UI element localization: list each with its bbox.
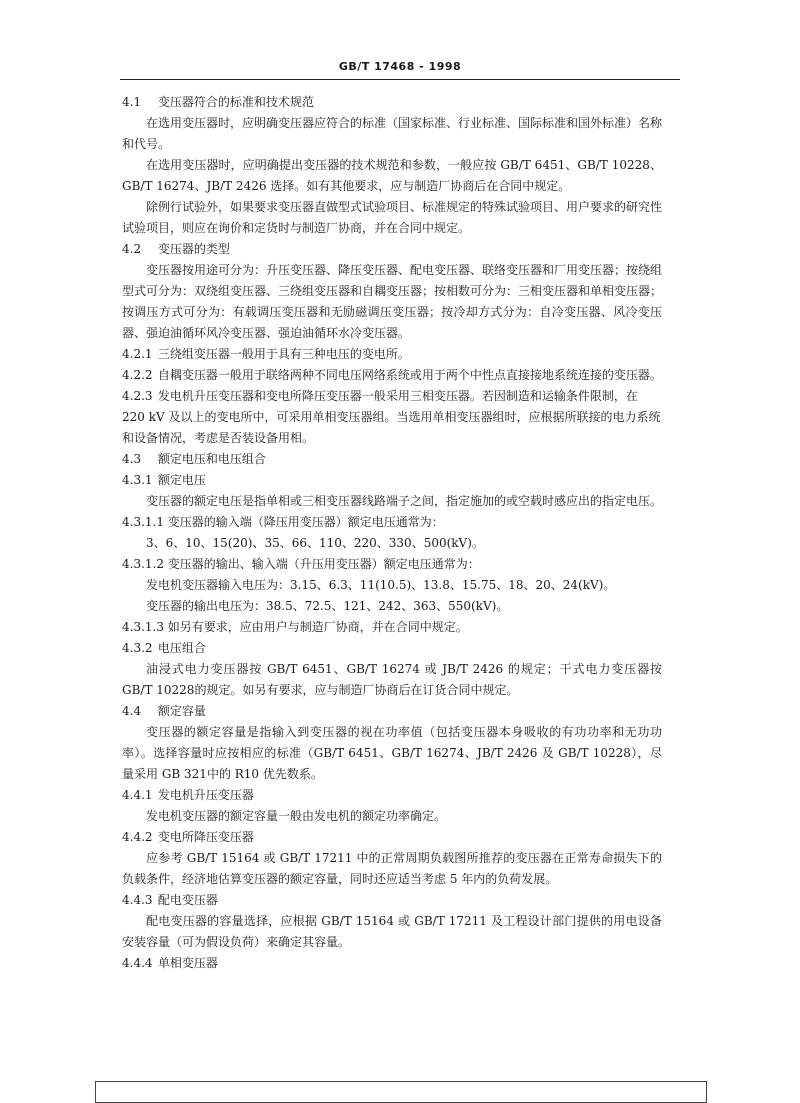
section-heading <box>122 239 662 260</box>
section-number: 4.2.2 <box>122 368 153 382</box>
section-heading <box>122 554 662 575</box>
value-line: 变压器的输出电压为：38.5、72.5、121、242、363、550(kV)。 <box>146 599 509 613</box>
section-number: 4.2.1 <box>122 347 153 361</box>
section-title: 发电机升压变压器 <box>154 788 254 802</box>
paragraph: 油浸式电力变压器按 GB/T 6451、GB/T 16274 或 JB/T 2426 的规定；干式电力变压器按 GB/T 10228的规定。如另有要求，应与制造厂协商后在订货合同中规定。 <box>122 662 662 697</box>
section-number: 4.4.4 <box>122 956 153 970</box>
value-line: 3、6、10、15(20)、35、66、110、220、330、500(kV)。 <box>146 536 484 550</box>
section-number: 4.4.1 <box>122 788 153 802</box>
document-body <box>122 92 662 974</box>
section-number: 4.4 <box>122 704 142 718</box>
section-heading <box>122 470 662 491</box>
section-heading <box>122 92 662 113</box>
page-bottom-frame <box>95 1081 707 1103</box>
paragraph: 应参考 GB/T 15164 或 GB/T 17211 中的正常周期负载图所推荐的变压器在正常寿命损失下的负载条件，经济地估算变压器的额定容量，同时还应适当考虑 5 年内的负荷发展。 <box>122 851 662 886</box>
section-number: 4.2.3 <box>122 389 153 403</box>
section-title: 单相变压器 <box>154 956 218 970</box>
section-title: 额定容量 <box>154 704 206 718</box>
paragraph: 变压器的额定电压是指单相或三相变压器线路端子之间，指定施加的或空载时感应出的指定电压。 <box>146 494 663 508</box>
section-number: 4.3.2 <box>122 641 153 655</box>
section-title: 发电机升压变压器和变电所降压变压器一般采用三相变压器。若因制造和运输条件限制，在 220 kV 及以上的变电所中，可采用单相变压器组。当选用单相变压器组时，应根据所联接的电力系统和设备情况，考虑是否装设备用相。 <box>122 389 661 445</box>
section-title: 额定电压和电压组合 <box>154 452 266 466</box>
section-heading <box>122 890 662 911</box>
section-heading <box>122 953 662 974</box>
paragraph: 变压器的额定容量是指输入到变压器的视在功率值（包括变压器本身吸收的有功功率和无功功率）。选择容量时应按相应的标准（GB/T 6451、GB/T 16274、JB/T 2426 及 GB/T 10228），尽量采用 GB 321中的 R10 优先数系。 <box>122 725 662 781</box>
section-heading <box>122 827 662 848</box>
section-number: 4.4.3 <box>122 893 153 907</box>
section-heading <box>122 386 662 449</box>
section-title: 变电所降压变压器 <box>154 830 254 844</box>
section-number: 4.3.1.1 <box>122 515 164 529</box>
paragraph: 在选用变压器时，应明确提出变压器的技术规范和参数，一般应按 GB/T 6451、GB/T 10228、GB/T 16274、JB/T 2426 选择。如有其他要求，应与制造厂协商后在合同中规定。 <box>122 158 662 193</box>
section-title: 变压器符合的标准和技术规范 <box>154 95 314 109</box>
section-title: 变压器的输入端（降压用变压器）额定电压通常为： <box>163 515 444 529</box>
section-heading <box>122 365 662 386</box>
section-title: 如另有要求，应由用户与制造厂协商，并在合同中规定。 <box>163 620 468 634</box>
section-number: 4.3.1 <box>122 473 153 487</box>
section-title: 配电变压器 <box>154 893 218 907</box>
value-line: 发电机变压器输入电压为：3.15、6.3、11(10.5)、13.8、15.75、18、20、24(kV)。 <box>146 578 616 592</box>
paragraph: 变压器按用途可分为：升压变压器、降压变压器、配电变压器、联络变压器和厂用变压器；按绕组型式可分为：双绕组变压器、三绕组变压器和自耦变压器；按相数可分为：三相变压器和单相变压器；按调压方式可分为：有载调压变压器和无励磁调压变压器；按冷却方式分为：自冷变压器、风冷变压器、强迫油循环风冷变压器、强迫油循环水冷变压器。 <box>122 263 663 340</box>
section-heading <box>122 638 662 659</box>
section-number: 4.3.1.2 <box>122 557 164 571</box>
paragraph: 除例行试验外，如果要求变压器直做型式试验项目、标准规定的特殊试验项目、用户要求的研究性试验项目，则应在询价和定货时与制造厂协商，并在合同中规定。 <box>122 200 663 235</box>
section-title: 三绕组变压器一般用于具有三种电压的变电所。 <box>154 347 410 361</box>
section-number: 4.4.2 <box>122 830 153 844</box>
paragraph: 配电变压器的容量选择，应根据 GB/T 15164 或 GB/T 17211 及工程设计部门提供的用电设备安装容量（可为假设负荷）来确定其容量。 <box>122 914 662 949</box>
section-title: 额定电压 <box>154 473 206 487</box>
section-heading <box>122 701 662 722</box>
section-heading <box>122 617 662 638</box>
page-header-code: GB/T 17468 - 1998 <box>338 60 462 73</box>
paragraph: 在选用变压器时，应明确变压器应符合的标准（国家标准、行业标准、国际标准和国外标准）名称和代号。 <box>122 116 663 151</box>
section-title: 自耦变压器一般用于联络两种不同电压网络系统或用于两个中性点直接接地系统连接的变压器。 <box>154 368 662 382</box>
paragraph: 发电机变压器的额定容量一般由发电机的额定功率确定。 <box>146 809 447 823</box>
section-heading <box>122 449 662 470</box>
section-number: 4.3.1.3 <box>122 620 164 634</box>
section-heading <box>122 785 662 806</box>
section-heading <box>122 512 662 533</box>
header-rule <box>120 79 680 80</box>
section-number: 4.1 <box>122 95 142 109</box>
section-title: 变压器的类型 <box>154 242 230 256</box>
section-title: 电压组合 <box>154 641 206 655</box>
section-heading <box>122 344 662 365</box>
section-number: 4.3 <box>122 452 142 466</box>
section-number: 4.2 <box>122 242 142 256</box>
section-title: 变压器的输出、输入端（升压用变压器）额定电压通常为： <box>163 557 480 571</box>
